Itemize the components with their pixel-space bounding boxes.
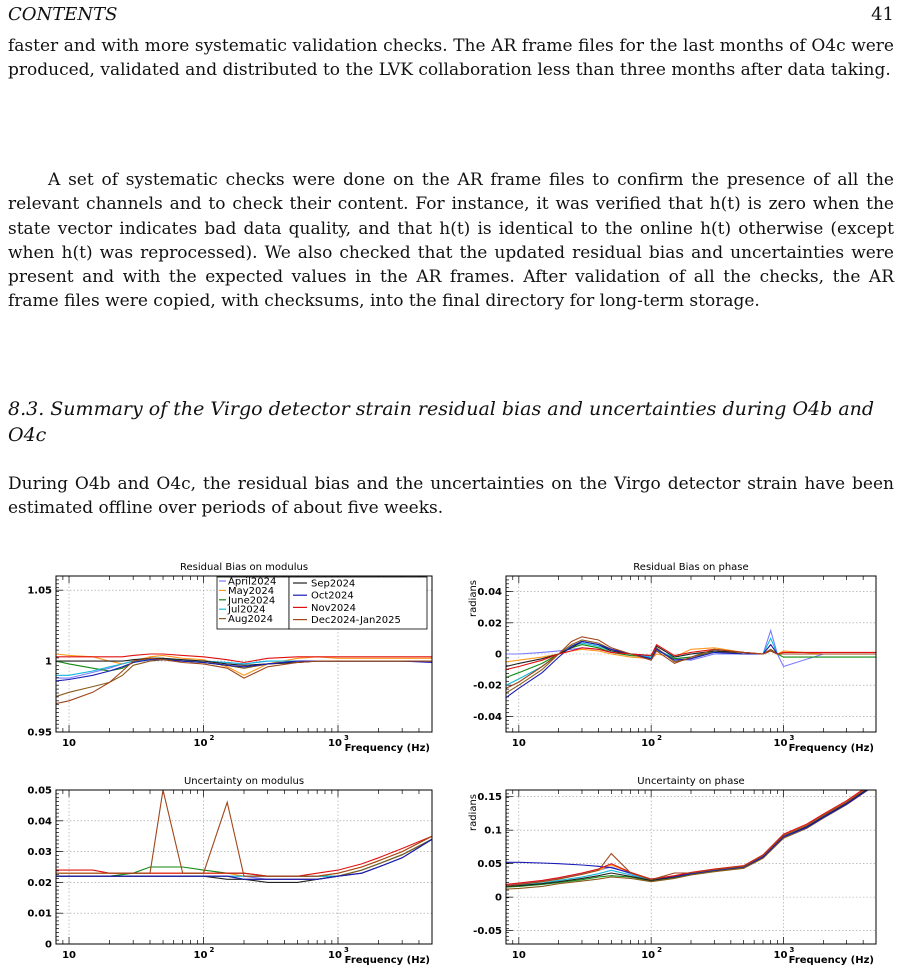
series-june2024 bbox=[56, 839, 432, 876]
series-nov2024 bbox=[56, 836, 432, 876]
chart-title: Uncertainty on modulus bbox=[183, 776, 305, 787]
series-aug2024 bbox=[506, 640, 876, 693]
legend-item-aug2024 bbox=[219, 614, 273, 625]
svg-text:3: 3 bbox=[344, 734, 349, 742]
chart-title: Residual Bias on modulus bbox=[179, 562, 309, 573]
series-nov2024 bbox=[506, 781, 876, 885]
y-tick-label: -0.02 bbox=[473, 680, 502, 692]
y-tick-label: 0.05 bbox=[477, 859, 502, 871]
x-axis-label: Frequency (Hz) bbox=[344, 955, 430, 966]
series-jul2024 bbox=[506, 783, 876, 887]
series-dec2024-jan2025 bbox=[506, 637, 876, 689]
y-tick-label: 0 bbox=[45, 939, 52, 951]
x-tick-label bbox=[62, 738, 76, 749]
x-axis-label: Frequency (Hz) bbox=[344, 743, 430, 754]
chart-svg bbox=[450, 770, 900, 970]
series-may2024 bbox=[56, 836, 432, 876]
series-april2024 bbox=[506, 783, 876, 885]
y-tick-label: 0.03 bbox=[27, 847, 52, 859]
svg-text:10: 10 bbox=[773, 738, 788, 749]
svg-text:May2024: May2024 bbox=[228, 585, 275, 597]
x-tick-label bbox=[512, 738, 526, 749]
svg-text:10: 10 bbox=[511, 950, 526, 961]
x-tick-label bbox=[641, 946, 662, 961]
section-heading: 8.3. Summary of the Virgo detector strain residual bias and uncertainties during O4b and O4c bbox=[8, 398, 875, 446]
paragraph-3: During O4b and O4c, the residual bias and the uncertainties on the Virgo detector strain have been estimated offline over periods of about five weeks. bbox=[8, 474, 894, 519]
svg-text:2: 2 bbox=[209, 946, 215, 954]
y-tick-label: 0 bbox=[495, 892, 502, 904]
y-tick-label: 0.15 bbox=[477, 792, 502, 804]
svg-text:Aug2024: Aug2024 bbox=[228, 614, 273, 626]
chart-title: Residual Bias on phase bbox=[633, 562, 749, 573]
svg-text:10: 10 bbox=[773, 950, 788, 961]
series-june2024 bbox=[56, 658, 432, 671]
chart-residual-bias-modulus bbox=[0, 556, 440, 754]
plot-frame bbox=[56, 790, 432, 944]
y-tick-label: 0.02 bbox=[27, 877, 52, 889]
series-jul2024 bbox=[56, 839, 432, 876]
chart-svg bbox=[450, 556, 900, 754]
x-tick-label bbox=[194, 946, 215, 961]
svg-text:Oct2024: Oct2024 bbox=[311, 590, 354, 602]
svg-text:10: 10 bbox=[328, 950, 342, 961]
series-jul2024 bbox=[506, 638, 876, 685]
y-tick-label: 0.02 bbox=[477, 618, 502, 630]
y-axis-label: radians bbox=[468, 580, 479, 618]
series-april2024 bbox=[506, 631, 876, 667]
page-header bbox=[8, 4, 894, 28]
series-may2024 bbox=[506, 782, 876, 886]
svg-text:10: 10 bbox=[62, 738, 76, 749]
svg-text:April2024: April2024 bbox=[228, 576, 277, 588]
series-dec2024-jan2025 bbox=[506, 782, 876, 886]
chart-uncertainty-modulus bbox=[0, 770, 440, 970]
x-tick-label bbox=[641, 734, 662, 749]
grid bbox=[506, 790, 876, 944]
y-tick-label: 0.01 bbox=[27, 908, 52, 920]
y-tick-label: 0.1 bbox=[484, 825, 502, 837]
chart-svg bbox=[0, 770, 440, 970]
svg-text:10: 10 bbox=[641, 738, 656, 749]
x-axis-label: Frequency (Hz) bbox=[788, 955, 874, 966]
y-tick-label: 0 bbox=[495, 649, 502, 661]
x-tick-label bbox=[512, 950, 526, 961]
svg-text:10: 10 bbox=[511, 738, 526, 749]
svg-text:10: 10 bbox=[328, 738, 342, 749]
svg-text:2: 2 bbox=[209, 734, 215, 742]
svg-text:Sep2024: Sep2024 bbox=[311, 578, 356, 590]
x-tick-label bbox=[194, 734, 215, 749]
y-tick-label: -0.05 bbox=[473, 926, 502, 938]
y-tick-label: 0.04 bbox=[27, 816, 52, 828]
chart-svg bbox=[0, 556, 440, 754]
svg-text:Nov2024: Nov2024 bbox=[311, 602, 356, 614]
y-minor-ticks bbox=[506, 790, 513, 944]
paragraph-1: faster and with more systematic validation checks. The AR frame files for the last months of O4c were produced, validated and distributed to the LVK collaboration less than three months after data taking. bbox=[8, 36, 894, 81]
grid bbox=[56, 790, 432, 944]
running-head: CONTENTS bbox=[8, 4, 118, 25]
svg-text:3: 3 bbox=[789, 946, 795, 954]
x-axis-label: Frequency (Hz) bbox=[788, 743, 874, 754]
svg-text:June2024: June2024 bbox=[228, 595, 276, 607]
y-tick-label: 1.05 bbox=[27, 585, 52, 597]
series-oct2024 bbox=[506, 784, 876, 879]
y-axis-label: radians bbox=[468, 794, 479, 832]
svg-text:3: 3 bbox=[344, 946, 349, 954]
y-minor-ticks bbox=[56, 790, 63, 944]
chart-residual-bias-phase bbox=[450, 556, 900, 754]
y-tick-label: 0.95 bbox=[27, 727, 52, 739]
svg-text:10: 10 bbox=[62, 950, 76, 961]
svg-text:10: 10 bbox=[641, 950, 656, 961]
series-oct2024 bbox=[506, 642, 876, 698]
x-tick-label bbox=[62, 950, 76, 961]
svg-text:10: 10 bbox=[193, 738, 208, 749]
y-tick-label: 0.04 bbox=[477, 587, 502, 599]
plot-frame bbox=[506, 790, 876, 944]
paragraph-2: A set of systematic checks were done on the AR frame files to confirm the presence of all the relevant channels and to check their content. For instance, it was verified that h(t) is zero when the state vector indicates bad data quality, and that h(t) is identical to the online h(t) otherwise (except when h(t) was reprocessed). We also checked that the updated residual bias and uncertainties were present and with the expected values in the AR frames. After validation of all the checks, the AR frame files were copied, with checksums, into the final directory for long-term storage. bbox=[8, 170, 894, 312]
y-tick-label: 0.05 bbox=[27, 785, 52, 797]
x-minor-ticks bbox=[56, 790, 432, 944]
series-sep2024 bbox=[506, 783, 876, 886]
legend bbox=[217, 577, 427, 630]
series-dec2024-jan2025 bbox=[56, 790, 432, 876]
page-number: 41 bbox=[871, 4, 894, 25]
chart-uncertainty-phase bbox=[450, 770, 900, 970]
svg-text:2: 2 bbox=[657, 946, 663, 954]
svg-text:2: 2 bbox=[657, 734, 663, 742]
svg-text:Dec2024-Jan2025: Dec2024-Jan2025 bbox=[311, 615, 401, 627]
y-tick-label: -0.04 bbox=[473, 711, 502, 723]
series-june2024 bbox=[506, 783, 876, 887]
x-minor-ticks bbox=[506, 790, 876, 944]
svg-text:3: 3 bbox=[789, 734, 795, 742]
chart-title: Uncertainty on phase bbox=[637, 776, 745, 787]
y-tick-label: 1 bbox=[45, 656, 52, 668]
svg-text:10: 10 bbox=[193, 950, 208, 961]
svg-text:Jul2024: Jul2024 bbox=[228, 604, 266, 616]
